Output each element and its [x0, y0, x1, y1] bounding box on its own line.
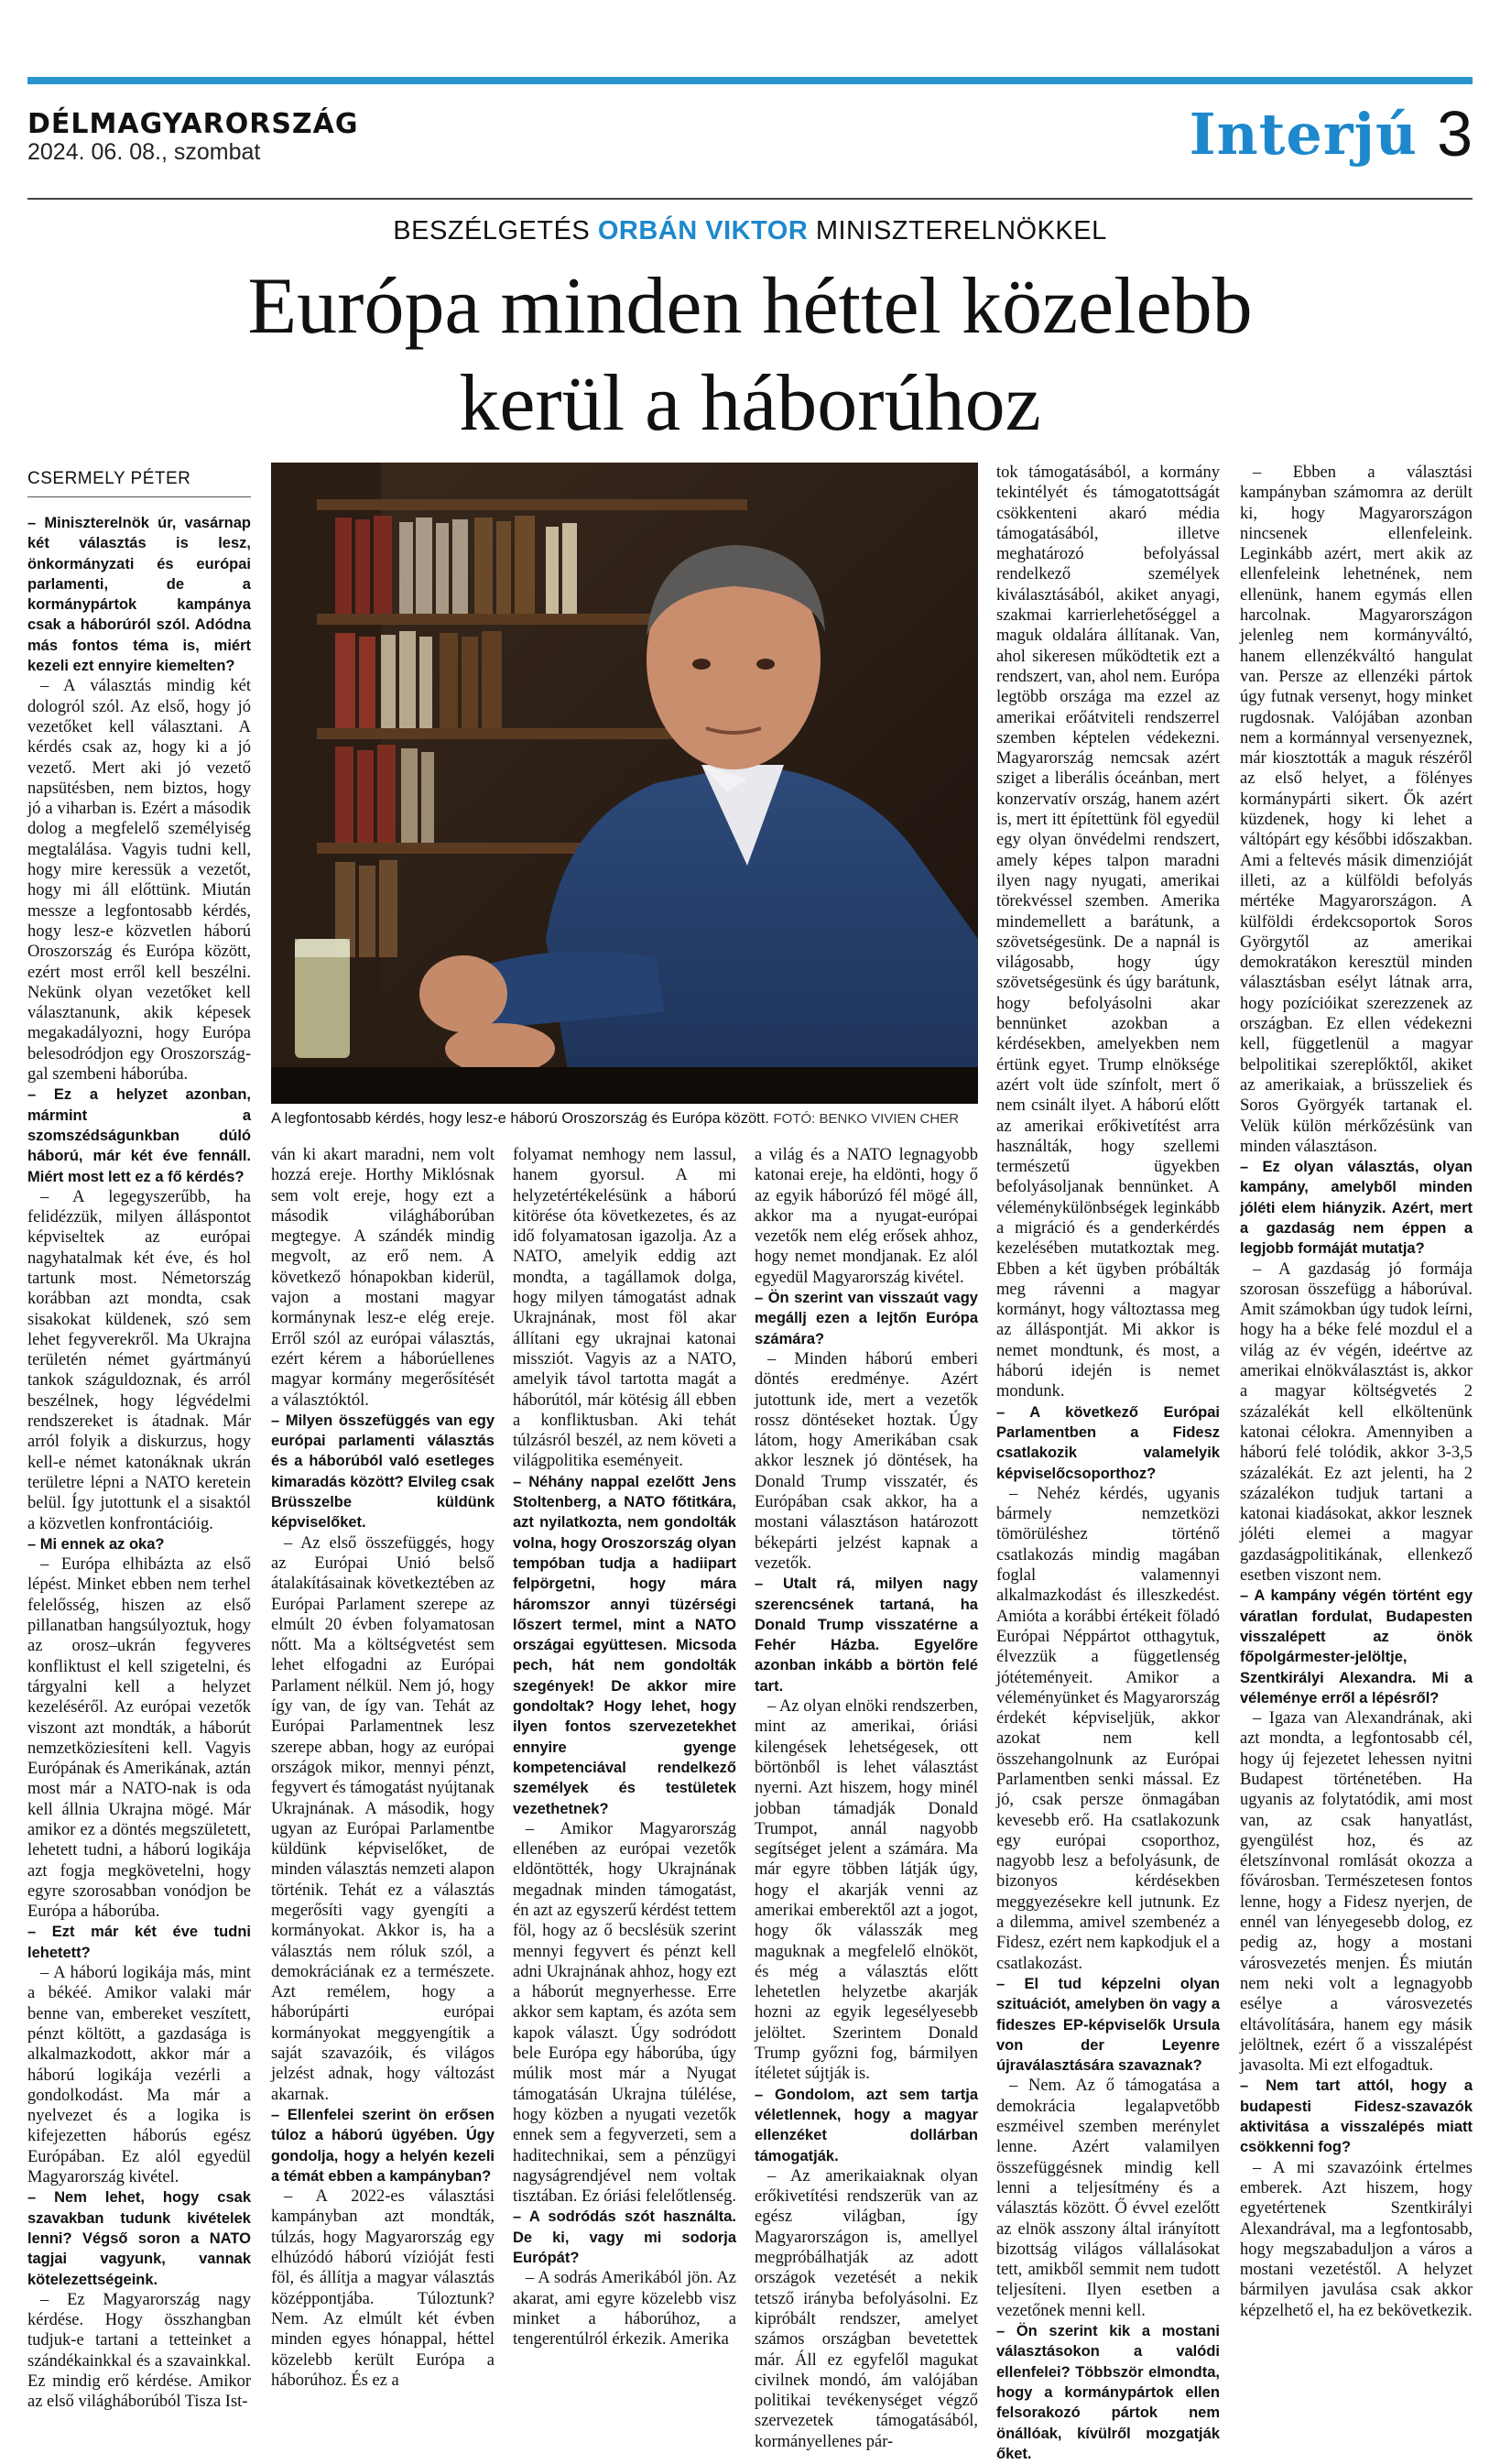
interview-paragraph: – Az első összefüggés, hogy az Európai Unió belső átalakításainak következtében az Európai Parlament szerepe az elmúlt 20 évben folyamatosan nőtt. Ma a költségvetést sem lehet elfogadni az Európai Parlament nélkül. Nem jó, hogy így van, de így van. Tehát az Európai Parlamentnek lesz szerepe abban, hogy az európai országok mikor, mennyi pénzt, fegyvert és támogatást nyújtanak Ukrajnának. A második, hogy ugyan az Európai Parlamentbe küldünk képviselőket, de minden választás nemzeti alapon történik. Tehát ez a választás megerősíti vagy gyengíti a kormányokat. Akkor is, ha a választás nem róluk szól, a demokráciának ez a természete. Azt remélem, hogy a háborúpárti európai kormányokat meggyengítik a saját szavazóik, és világos jelzést adnak, hogy változást akarnak.: [271, 1533, 495, 2104]
interview-question: – Ön szerint van visszaút vagy megállj ezen a lejtőn Európa számára?: [755, 1290, 978, 1347]
caption-text: A legfontosabb kérdés, hogy lesz-e háború Oroszország és Európa között.: [271, 1110, 769, 1127]
drinking-glass: [295, 939, 350, 1058]
interview-question: – Mi ennek az oka?: [27, 1535, 165, 1553]
article-column-6: [1240, 463, 1473, 2340]
article-column-2: [271, 1145, 495, 2390]
interview-paragraph: tok támogatásából, a kormány tekintélyét és támogatottságát csökkenteni akaró média támogatásából, illetve meghatározó befolyással rendelkező személyek kiválasztásából, akiket anyagi, szakmai karrierlehetőséggel a maguk oldalára állítanak. Van, ahol sikeresen működtetik ezt a rendszert, van, ahol nem. Európa legtöbb országa ma ezzel az amerikai erőátviteli rendszerrel szemben képtelen védekezni. Magyarország nemcsak azért sziget a liberális óceánban, mert konzervatív ország, hanem azért is, mert itt építettünk föl egyedül egy olyan önvédelmi rendszert, amely képes talpon maradni ilyen nagy nyugati, amerikai törekvéssel szemben. Amerika mindemellett a barátunk, a szövetségesünk. De a napnál is világosabb, hogy úgy szövetségesünk és úgy barátunk, hogy befolyásolni akar bennünket azokban a kérdésekben, amelyekben nem értünk egyet. Trump elnöksége azért volt üde színfolt, mert ő nem csinált ilyet. A háború előtt az amerikai erőkivetítést arra használták, hogy szellemi természetű ügyekben befolyásoljanak bennünket. A véleménykülönbségek leginkább a migráció és a genderkérdés kezelésében mutatkoztak meg. Ebben a két ügyben próbálták meg rávenni a magyar kormányt, hogy változtassa meg az álláspontját. Mi akkor is nemet mondtunk, és most, a háború idején is nemet mondunk.: [996, 463, 1221, 1401]
interview-paragraph: folyamat nemhogy nem lassul, hanem gyorsul. A mi helyzetértékelésünk a háború kitörése óta következetes, és az idő folyamatosan igazolja. Az a NATO, amelyik eddig azt mondta, a tagállamok dolga, hogy milyen támogatást adnak Ukrajnának, most föl akar állítani egy ukrajnai katonai missziót. Vagyis az a NATO, amelyik távol tartotta magát a háborútól, már kötésig áll ebben a konfliktusban. Aki tehát túlzásról beszél, az nem követi a világpolitika eseményeit.: [513, 1146, 736, 1471]
interview-question: – Nem tart attól, hogy a budapesti Fidesz-szavazók aktivitása a visszalépés miatt csökkenni fog?: [1240, 2077, 1473, 2156]
article-column-3: [513, 1145, 737, 2350]
photo-credit: FOTÓ: BENKO VIVIEN CHER: [773, 1111, 960, 1127]
kicker-post: MINISZTERELNÖKKEL: [815, 216, 1107, 245]
article-column-5: [996, 463, 1221, 2462]
interview-paragraph: – Minden háború emberi döntés eredménye. Azért jutottunk ide, mert a vezetők rossz döntéseket hoztak. Úgy látom, hogy Amerikában csak akkor lesznek jó döntések, ha Donald Trump visszatér, és Európában csak akkor, ha a mostani választáson határozott békepárti jelzést kapnak a vezetők.: [755, 1349, 978, 1573]
interview-question: – Ezt már két éve tudni lehetett?: [27, 1924, 251, 1961]
interview-paragraph: ván ki akart maradni, nem volt hozzá ereje. Horthy Miklósnak sem volt ereje, hogy ezt a második világháborúban megtegye. A szándék mindig megvolt, az erő nem. A következő hónapokban kiderül, vajon a mostani magyar kormánynak lesz-e elég ereje. Erről szól az európai választás, ezért kérem a háborúellenes magyar kormány megerősítését a választóktól.: [271, 1146, 495, 1410]
masthead-logo: DÉLMAGYARORSZÁG: [27, 108, 359, 140]
headline-line-1: Európa minden héttel közelebb: [247, 262, 1253, 351]
interview-paragraph: – Igaza van Alexandrának, aki azt mondta, a legfontosabb cél, hogy új fejezetet lehessen nyitni Budapest történetében. Ha ugyanis az folytatódik, ami most van, az csak hanyatlást, gyengülést hoz, és az életszínvonal romlását okozza a fővárosban. Természetesen fontos lenne, hogy a Fidesz nyerjen, de ennél van lényegesebb dolog, ez pedig az, hogy a mostani városvezetés menjen. És miután nem neki volt a legnagyobb esélye a városvezetés eltávolítására, hanem egy másik jelöltnek, ezért ő a visszalépést javasolta. Mi ezt elfogadtuk.: [1240, 1709, 1473, 2076]
interview-paragraph: a világ és a NATO legnagyobb katonai ereje, ha eldönti, hogy ő az egyik háborúzó fél mögé áll, akkor ma a nyugat-európai vezetők nem elég erősek ahhoz, hogy nemet mondjanak. Ez alól egyedül Magyarország kivétel.: [755, 1146, 978, 1287]
portrait-photo-illustration: [271, 463, 978, 1104]
interview-paragraph: – Ebben a választási kampányban számomra az derült ki, hogy Magyarországon nincsenek ellenfeleink. Leginkább azért, mert akik az ellenfeleink lehetnének, nem ellenünk, hanem egymás ellen harcolnak. Magyarországon jelenleg nem kormányváltó, hanem ellenzékváltó hangulat van. Persze az ellenzéki pártok úgy futnak versenyt, hogy minket rugdosnak. Valójában azonban nem a kormánnyal versenyeznek, már kiosztották a maguk részéről az első helyet, a fölényes kormánypárti sikert. Ők azért küzdenek, hogy ki lehet a váltópárt egy későbbi időszakban. Ami a feltevés másik dimenzióját illeti, az a külföldi befolyás mértéke Magyarországon. A külföldi érdekcsoportok Soros Györgytől az amerikai demokratákon keresztül minden választásban esélyt látnak arra, hogy pozícióikat szerezzenek az országban. Ez ellen védekezni kell, függetlenül a magyar belpolitikai szereplőktől, akiket az amerikaiak, a brüsszeliek és Soros Györgyék tartanak el. Velük külön mérkőzésünk van minden választáson.: [1240, 463, 1473, 1156]
article-column-1: [27, 513, 251, 2412]
photo-caption: [271, 1110, 978, 1128]
date: 2024. 06. 08.: [27, 139, 161, 165]
interview-question: – Ön szerint kik a mostani választásokon a valódi ellenfelei? Többször elmondta, hogy a kormánypártok ellen felsorakozó pártok nem önállóak, kívülről mozgatják őket.: [996, 2323, 1220, 2462]
page-number: 3: [1437, 98, 1473, 169]
interview-question: – A következő Európai Parlamentben a Fidesz csatlakozik valamelyik képviselőcsoporthoz?: [996, 1403, 1220, 1482]
weekday: , szombat: [160, 139, 261, 165]
top-accent-bar: [27, 77, 1473, 84]
interview-paragraph: – Ez Magyarország nagy kérdése. Hogy összhangban tudjuk-e tartani a tetteinket a szándékainkkal és a szavainkkal. Ez mindig erő kérdése. Amikor az első világháborúból Tisza Ist-: [27, 2290, 251, 2412]
byline-divider: [27, 496, 251, 497]
interview-paragraph: – Amikor Magyarország ellenében az európai vezetők eldöntötték, hogy Ukrajnának megadnak minden támogatást, én azt az egyszerű kérdést tettem föl, hogy az ő becslésük szerint mennyi fegyvert és pénzt kell adni Ukrajnának ahhoz, hogy ezt a háborút megnyerhesse. Erre akkor sem kaptam, és azóta sem kapok választ. Úgy sodródott bele Európa egy háborúba, úgy múlik most már a Nyugat támogatásán Ukrajna túlélése, hogy közben a nyugati vezetők ennek sem a fegyverzeti, sem a haditechnikai, sem a pénzügyi nagyságrendjével nem voltak tisztában. Ez óriási felelőtlenség.: [513, 1819, 737, 2207]
interview-question: – Miniszterelnök úr, vasárnap két választás is lesz, önkormányzati és európai parlamenti, de a kormánypártok kampánya csak a háborúról szól. Adódna más fontos téma is, miért kezeli ezt ennyire kiemelten?: [27, 515, 251, 675]
article-column-4: [755, 1145, 978, 2451]
interview-question: – A kampány végén történt egy váratlan fordulat, Budapesten visszalépett az önök főpolgármester-jelöltje, Szentkirályi Alexandra. Mi a véleménye erről a lépésről?: [1240, 1587, 1473, 1706]
kicker-pre: BESZÉLGETÉS: [393, 216, 591, 245]
dateline: [27, 139, 260, 166]
interview-question: – A sodródás szót használta. De ki, vagy mi sodorja Európát?: [513, 2208, 736, 2267]
article-photo: [271, 463, 978, 1104]
interview-question: – Utalt rá, milyen nagy szerencsének tartaná, ha Donald Trump visszatérne a Fehér Házba. Egyelőre azonban inkább a börtön felé tart.: [755, 1575, 978, 1695]
interview-question: – Nem lehet, hogy csak szavakban tudunk kivételek lenni? Végső soron a NATO tagjai vagyunk, vannak kötelezettségeink.: [27, 2189, 251, 2288]
headline: [0, 258, 1500, 452]
interview-paragraph: – Az amerikaiaknak olyan erőkivetítési rendszerük van az egész világban, így Magyarországon is, amellyel megpróbálhatják az adott országok vezetését a nekik tetsző irányba befolyásolni. Ez kipróbált rendszer, amelyet számos országban bevetettek már. Áll ez egyfelől magukat civilnek mondó, ám valójában politikai tevékenységet végző szervezetek támogatásából, kormányellenes pár-: [755, 2166, 978, 2451]
interview-paragraph: – Nem. Az ő támogatása a demokrácia legalapvetőbb eszméivel szemben merénylet lenne. Azért valamilyen összefüggésnek mindig kell lenni a teljesítmény és a választás között. Ő évvel ezelőtt az elnök asszony által irányított bizottság világos vállalásokat tett, amikből semmit nem tudott teljesíteni. Ilyen esetben a vezetőnek menni kell.: [996, 2077, 1220, 2320]
interview-paragraph: – A gazdaság jó formája szorosan összefügg a háborúval. Amit számokban úgy tudok leírni, hogy ha a béke felé mozdul el a világ az év végén, ideértve az amerikai elnökválasztást is, akkor a magyar költségvetés 2 százalékát kell elköltenünk katonai célokra. Amennyiben a háború felé tolódik, akkor 3-3,5 százalékát. Ez azt jelenti, ha 2 százalékon tudjuk tartani a katonai kiadásokat, akkor lesznek jóléti elemei a magyar gazdaságpolitikának, ellenkező esetben viszont nem.: [1240, 1259, 1473, 1586]
interview-question: – Néhány nappal ezelőtt Jens Stoltenberg, a NATO főtitkára, azt nyilatkozta, nem gondolták volna, hogy Oroszország olyan tempóban tudja a hadiipart felpörgetni, hogy mára háromszor annyi tüzérségi lőszert termel, mint a NATO országai együttesen. Micsoda pech, hát nem gondolták szegények! De akkor mire gondoltak? Hogy lehet, hogy ilyen fontos szervezetekhet ennyire gyenge kompetenciával rendelkező személyek és testületek vezethetnek?: [513, 1473, 736, 1817]
interview-paragraph: – Nehéz kérdés, ugyanis bármely nemzetközi tömörüléshez történő csatlakozás mindig magában foglal valamennyi alkalmazkodást és illeszkedést. Amióta a korábbi értékeit föladó Európai Néppártot otthagytuk, élvezzük a függetlenség jótéteményeit. Amikor a véleményünket és Magyarország érdekét képviseljük, akkor azokat nem kell összehangolnunk az Európai Parlamentben senki mással. Ez jó, csak persze önmagában kevesebb erő. Ha csatlakozunk egy európai csoporthoz, nagyobb lesz a befolyásunk, de bizonyos kérdésekben meggyezésekre kell jutnunk. Ez a dilemma, amivel szembenéz a Fidesz, ezért nem kapkodjuk el a csatlakozást.: [996, 1484, 1220, 1973]
interview-question: – Milyen összefüggés van egy európai parlamenti választás és a háborúból való esetleges kimaradás között? Elvileg csak Brüsszelbe küldünk képviselőket.: [271, 1412, 495, 1532]
interview-question: – El tud képzelni olyan szituációt, amelyben ön vagy a fideszes EP-képviselők Ursula von der Leyenre újraválasztására szavaznak?: [996, 1975, 1220, 2075]
interview-paragraph: – A sodrás Amerikából jön. Az akarat, ami egyre közelebb visz minket a háborúhoz, a tengerentúlról érkezik. Amerika: [513, 2269, 736, 2350]
interview-paragraph: – Az olyan elnöki rendszerben, mint az amerikai, óriási kilengések lehetségesek, ott börtönből is lehet választást nyerni. Azt hiszem, hogy minél jobban támadják Donald Trumpot, annál nagyobb segítséget jelent a számára. Ma már egyre többen látják úgy, hogy el akarják venni az amerikai emberektől azt a jogot, hogy ők válasszák meg maguknak a megfelelő elnököt, és még a választás előtt lehetetlen helyzetbe akarják hozni az egyik legesélyesebb jelöltet. Szerintem Donald Trump győzni fog, bármilyen ítéletet sújtják is.: [755, 1697, 978, 2084]
interview-question: – Ez a helyzet azonban, mármint a szomszédságunkban dúló háború, már két éve fennáll. Miért most lett ez a fő kérdés?: [27, 1086, 251, 1185]
interview-paragraph: – A mi szavazóink értelmes emberek. Azt hiszem, hogy egyetértenek Szentkirályi Alexandrával, ma a legfontosabb, hogy megszabaduljon a város a mostani vezetéstől. A helyzet bármilyen javulása csak akkor képzelhető el, ha ez bekövetkezik.: [1240, 2158, 1473, 2320]
kicker-name: ORBÁN VIKTOR: [597, 216, 809, 245]
interview-paragraph: – Európa elhibázta az első lépést. Minket ebben nem terhel felelősség, hiszen az első pillanatban hangsúlyoztuk, hogy az orosz–ukrán fegyveres konfliktust el kell szigetelni, és tárgyalni kell a helyzet kezeléséről. Az európai vezetők viszont azt mondták, a háborút nemzetköziesíteni kell. Vagyis Európának és Amerikának, aztán most már a NATO-nak is oda kell állnia Ukrajna mögé. Már amikor ez a döntés megszületett, lehetett tudni, a háború logikája azt fogja megkövetelni, hogy egyre szorosabban vonódjon be Európa a háborúba.: [27, 1555, 251, 1922]
header-divider: [27, 198, 1473, 200]
interview-paragraph: – A választás mindig két dologról szól. Az első, hogy jó vezetőket kell választani. A kérdés csak az, hogy ki a jó vezető. Mert aki jó vezető napsütésben, nem biztos, hogy jó a viharban is. Ezért a második dolog a megfelelő személyiség megtalálása. Vagyis tudni kell, hogy mire keressük a vezetőt, hogy mi áll előttünk. Miután messze a legfontosabb kérdés, hogy lesz-e közvetlen háború Oroszország és Európa között, ezért most erről kell beszélni. Nekünk olyan vezetőket kell választanunk, akik képesek megakadályozni, hogy Európa belesodródjon egy Oroszország-gal szembeni háborúba.: [27, 677, 251, 1085]
section-title: Interjú: [1189, 101, 1418, 168]
interview-question: – Gondolom, azt sem tartja véletlennek, hogy a magyar ellenzéket dollárban támogatják.: [755, 2086, 978, 2164]
interview-question: – Ez olyan választás, olyan kampány, amelyből minden jóléti elem hiányzik. Azért, mert a gazdaság nem éppen a legjobb formáját mutatja?: [1240, 1159, 1473, 1258]
interview-question: – Ellenfelei szerint ön erősen túloz a háború ügyében. Úgy gondolja, hogy a helyén kezeli a témát ebben a kampányban?: [271, 2106, 495, 2185]
headline-line-2: kerül a háborúhoz: [459, 359, 1041, 448]
interview-paragraph: – A háború logikája más, mint a békéé. Amikor valaki már benne van, embereket veszített, pénzt költött, a gazdasága is alkalmazkodott, akkor már a háború logikája vezérli a gondolkodást. Ma már a nyelvezet és a logika is kifejezetten háborús egész Európában. Ez alól egyedül Magyarország kivétel.: [27, 1964, 251, 2187]
interview-paragraph: – A legegyszerűbb, ha felidézzük, milyen álláspontot képviseltek az európai nagyhatalmak két éve, és hol tartunk most. Németország korábban azt mondta, csak sisakokat küldenek, szó sem lehet fegyverekről. Ma Ukrajna területén német gyártmányú tankok száguldoznak, és arról beszélnek, hogy légvédelmi rendszereket is átadnak. Már arról folyik a diskurzus, hogy kell-e német katonáknak ukrán területre lépni a NATO keretein belül. Így jutottunk el a sisaktól a közvetlen konfrontációig.: [27, 1187, 251, 1533]
article-kicker: [0, 216, 1500, 246]
author-byline: CSERMELY PÉTER: [27, 469, 191, 488]
interview-paragraph: – A 2022-es választási kampányban azt mondták, túlzás, hogy Magyarország egy elhúzódó háború vízióját festi föl, és állítja a magyar választás középpontjába. Túloztunk? Nem. Az elmúlt két évben minden egyes hónappal, héttel közelebb került Európa a háborúhoz. És ez a: [271, 2187, 495, 2390]
